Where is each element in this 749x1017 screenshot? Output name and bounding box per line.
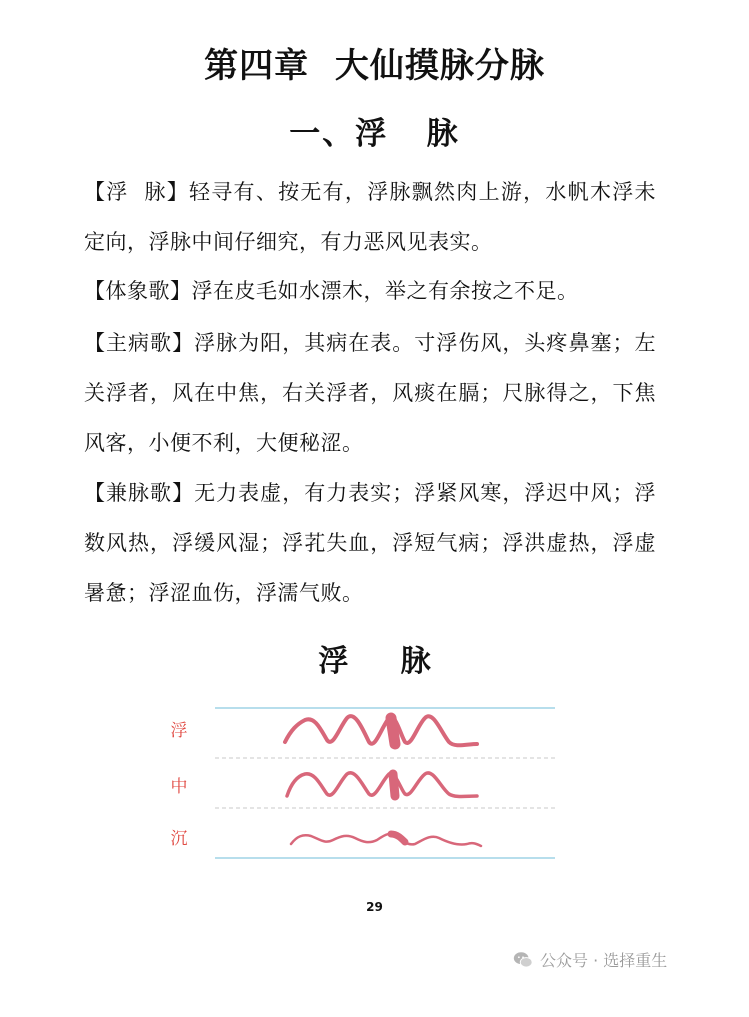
paragraph-body-image-song [84, 266, 656, 316]
level-label-float: 浮 [170, 721, 188, 741]
pulse-wave-deep [291, 833, 481, 846]
paragraph-text: 轻寻有、按无有，浮脉飘然肉上游，水帆木浮未定向，浮脉中间仔细究，有力恶风见表实。 [84, 180, 656, 254]
paragraph-text: 浮在皮毛如水漂木，举之有余按之不足。 [191, 279, 579, 303]
page-number: 29 [366, 900, 383, 914]
figure-title: 浮 脉 [318, 644, 431, 679]
paragraph-text: 浮脉为阳，其病在表。寸浮伤风，头疼鼻塞；左关浮者，风在中焦，右关浮者，风痰在膈；尺脉得之，下焦风客，小便不利，大便秘涩。 [84, 331, 657, 455]
paragraph-head: 【体象歌】 [84, 279, 192, 303]
paragraph-head: 【浮 脉】 [84, 180, 189, 204]
section-title: 一、浮 脉 [289, 116, 460, 152]
level-label-middle: 中 [170, 777, 188, 797]
paragraph-text: 无力表虚，有力表实；浮紧风寒，浮迟中风；浮数风热，浮缓风湿；浮芤失血，浮短气病；浮洪虚热，浮虚暑惫；浮涩血伤，浮濡气败。 [84, 481, 657, 605]
chapter-title: 第四章 大仙摸脉分脉 [204, 46, 545, 86]
pulse-wave-diagram [205, 700, 565, 870]
paragraph-combined-pulse-song [84, 468, 656, 618]
paragraph-floating-pulse [84, 167, 656, 267]
paragraph-head: 【主病歌】 [84, 331, 195, 355]
watermark [512, 948, 667, 971]
watermark-text: 公众号 · 选择重生 [540, 951, 668, 970]
level-label-deep: 沉 [170, 829, 188, 849]
pulse-wave-middle [287, 773, 477, 797]
paragraph-head: 【兼脉歌】 [84, 481, 195, 505]
pulse-wave-float [285, 716, 477, 745]
wechat-icon [512, 949, 534, 971]
paragraph-main-disease-song [84, 318, 656, 468]
